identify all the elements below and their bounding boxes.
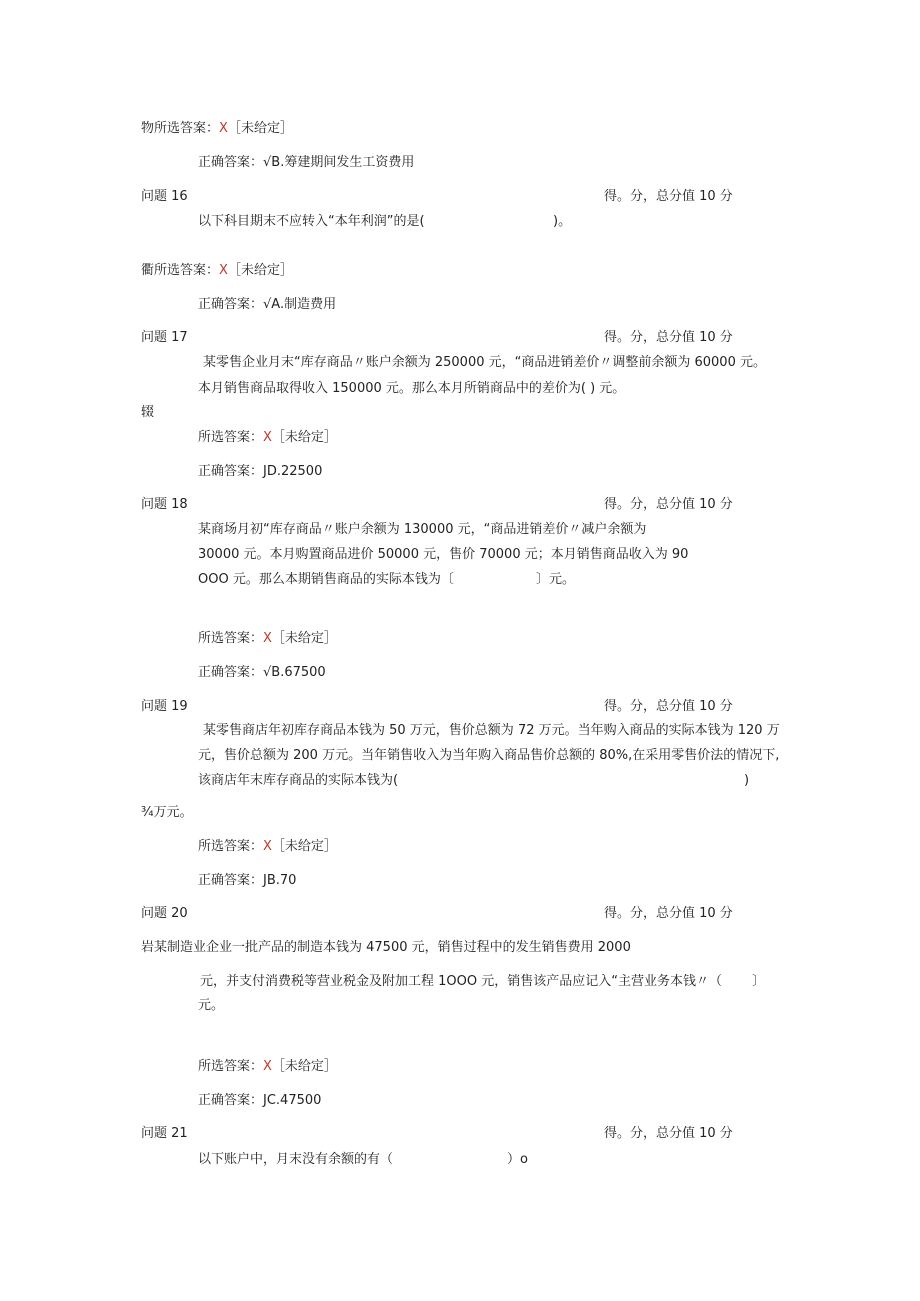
stray-char: 物 — [141, 121, 155, 136]
question-text: OOO 元。那么本期销售商品的实际本钱为〔 — [198, 572, 454, 587]
question-text: 本月销售商品取得收入 150000 元。那么本月所销商品中的差价为( ) 元。 — [198, 381, 626, 396]
selected-answer-value: ［未给定］ — [227, 121, 293, 136]
correct-answer-value: √A.制造费用 — [263, 297, 337, 312]
correct-answer-row — [198, 297, 336, 313]
answer-row — [198, 631, 337, 647]
question-title: 问题 16 — [141, 189, 188, 204]
correct-answer-label: 正确答案： — [198, 665, 264, 680]
question-title: 问题 17 — [141, 330, 188, 345]
question-text: 某零售商店年初库存商品本钱为 50 万元，售价总额为 72 万元。当年购入商品的实际本钱为 120 万 — [203, 723, 780, 738]
correct-answer-row — [198, 665, 326, 681]
answer-row — [198, 430, 337, 446]
question-title: 问题 21 — [141, 1126, 188, 1141]
correct-answer-row — [198, 873, 296, 889]
question-score: 得。分，总分值 10 分 — [604, 906, 733, 921]
wrong-mark-icon: X — [219, 263, 228, 278]
question-score: 得。分，总分值 10 分 — [604, 189, 733, 204]
selected-answer-label: 所选答案： — [198, 430, 264, 445]
selected-answer-label: 所选答案： — [198, 839, 264, 854]
correct-answer-row — [198, 1093, 321, 1109]
correct-answer-label: 正确答案： — [198, 155, 264, 170]
question-bracket-close: )。 — [553, 214, 572, 229]
question-text: 岩某制造业企业一批产品的制造本钱为 47500 元，销售过程中的发生销售费用 2000 — [141, 940, 631, 955]
wrong-mark-icon: X — [263, 839, 272, 854]
wrong-mark-icon: X — [263, 1059, 272, 1074]
question-text: 以下科目期末不应转入“本年利润”的是( — [198, 214, 425, 229]
question-bracket-close: ) — [744, 773, 750, 788]
question-text: ¾万元。 — [141, 805, 193, 820]
correct-answer-label: 正确答案： — [198, 873, 264, 888]
selected-answer-label: 所选答案： — [154, 121, 220, 136]
question-text: 元，售价总额为 200 万元。当年销售收入为当年购入商品售价总额的 80%,在采用零售价法的情况下, — [198, 748, 780, 763]
answer-row — [198, 1059, 337, 1075]
question-bracket-close: 〕 — [752, 974, 766, 989]
question-text: 某商场月初“库存商品〃账户余额为 130000 元，“商品进销差价〃减户余额为 — [198, 522, 647, 537]
answer-row — [198, 839, 337, 855]
question-score: 得。分，总分值 10 分 — [604, 497, 733, 512]
question-text: 元。 — [198, 998, 225, 1013]
correct-answer-row — [198, 464, 322, 480]
correct-answer-value: JC.47500 — [263, 1093, 322, 1108]
selected-answer-value: ［未给定］ — [271, 631, 337, 646]
correct-answer-label: 正确答案： — [198, 1093, 264, 1108]
stray-char: 辍 — [141, 405, 155, 420]
wrong-mark-icon: X — [263, 430, 272, 445]
correct-answer-label: 正确答案： — [198, 464, 264, 479]
selected-answer-value: ［未给定］ — [227, 263, 293, 278]
selected-answer-value: ［未给定］ — [271, 839, 337, 854]
question-text: 某零售企业月末“库存商品〃账户余额为 250000 元，“商品进销差价〃调整前余额为 60000 元。 — [203, 355, 766, 370]
question-score: 得。分，总分值 10 分 — [604, 1126, 733, 1141]
question-text: 该商店年末库存商品的实际本钱为( — [198, 773, 399, 788]
question-title: 问题 18 — [141, 497, 188, 512]
stray-char: 衢 — [141, 263, 155, 278]
correct-answer-value: √B.67500 — [263, 665, 326, 680]
correct-answer-row — [198, 155, 414, 171]
question-title: 问题 19 — [141, 699, 188, 714]
question-bracket-close: 〕元。 — [536, 572, 576, 587]
correct-answer-value: √B.筹建期间发生工资费用 — [263, 155, 415, 170]
question-bracket-close: ）o — [507, 1152, 528, 1167]
answer-row — [141, 263, 293, 279]
answer-row — [141, 121, 293, 137]
question-text: 以下账户中，月末没有余额的有（ — [198, 1152, 394, 1167]
selected-answer-label: 所选答案： — [154, 263, 220, 278]
wrong-mark-icon: X — [263, 631, 272, 646]
question-title: 问题 20 — [141, 906, 188, 921]
selected-answer-value: ［未给定］ — [271, 1059, 337, 1074]
correct-answer-value: JD.22500 — [263, 464, 323, 479]
selected-answer-label: 所选答案： — [198, 631, 264, 646]
selected-answer-label: 所选答案： — [198, 1059, 264, 1074]
question-score: 得。分，总分值 10 分 — [604, 330, 733, 345]
question-text: 30000 元。本月购置商品进价 50000 元，售价 70000 元；本月销售商品收入为 90 — [198, 547, 689, 562]
selected-answer-value: ［未给定］ — [271, 430, 337, 445]
correct-answer-label: 正确答案： — [198, 297, 264, 312]
question-text: 元，并支付消费税等营业税金及附加工程 1OOO 元，销售该产品应记入“主营业务本钱〃（ — [200, 974, 722, 989]
correct-answer-value: JB.70 — [263, 873, 297, 888]
question-score: 得。分，总分值 10 分 — [604, 699, 733, 714]
wrong-mark-icon: X — [219, 121, 228, 136]
